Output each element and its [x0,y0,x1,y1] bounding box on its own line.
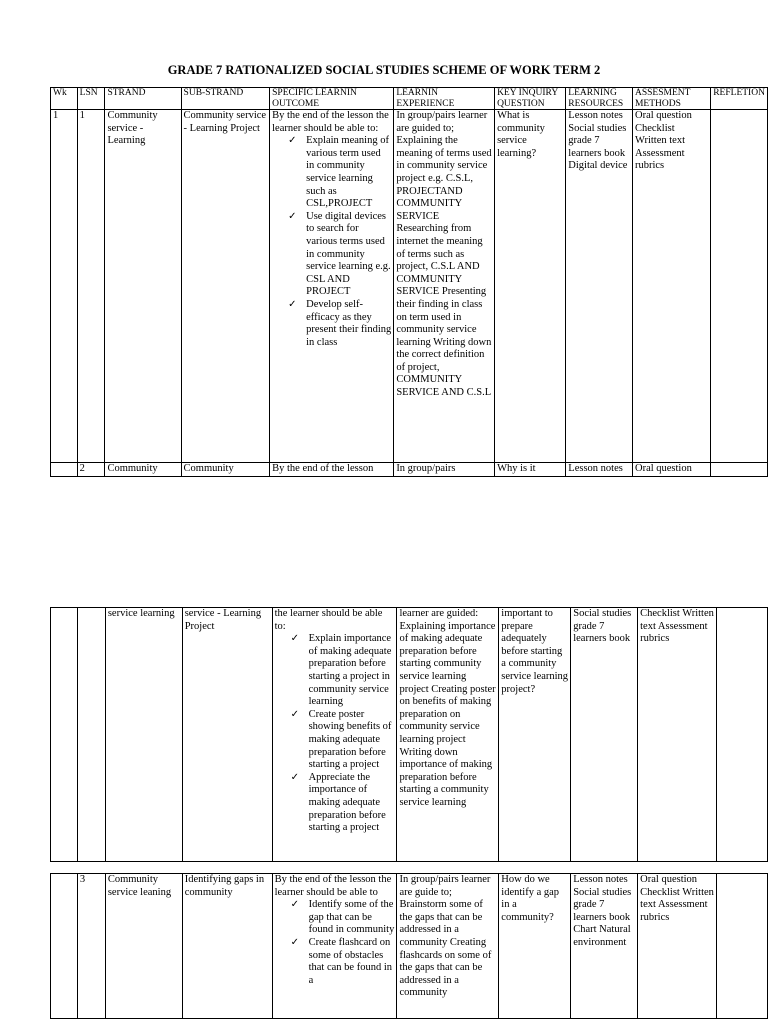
cell-strand: Community service - Learning [105,110,181,463]
header-reflection: REFLETION [711,88,768,110]
cell-wk [51,463,78,477]
outcome-item: ✓ Explain importance of making adequate preparation before starting a project in community service learning [291,633,395,709]
cell-substrand: service - Learning Project [182,608,272,862]
document-title: GRADE 7 RATIONALIZED SOCIAL STUDIES SCHEME OF WORK TERM 2 [167,63,601,77]
header-row [51,88,768,110]
cell-outcome: By the end of the lesson [270,463,394,477]
cell-assessment: Oral question Checklist Written text Assessment rubrics [632,110,710,463]
cell-lsn: 1 [77,110,105,463]
cell-reflection [717,608,768,862]
outcome-item: ✓ Develop self-efficacy as they present their finding in class [288,299,391,349]
outcome-intro: the learner should be able to: [274,608,383,632]
cell-experience: In group/pairs learner are guided to; Explaining the meaning of terms used in community service project e.g. C.S.L, PROJECTAND COMMUNITY SERVICE Researching from internet the meaning of terms such as project, C.S.L AND COMMUNITY SERVICE Presenting their finding in class on term used in community service learning Writing down the correct definition of project, COMMUNITY SERVICE AND C.S.L [394,110,495,463]
cell-experience: In group/pairs learner are guide to; Brainstorm some of the gaps that can be addressed in a community Creating flashcards on some of the gaps that can be addressed in a community [397,874,499,1019]
cell-lsn [77,608,105,862]
cell-substrand: Community [181,463,270,477]
header-experience: LEARNIN EXPERIENCE [394,88,495,110]
outcome-list [275,899,395,987]
cell-outcome [270,110,394,463]
header-substrand: SUB-STRAND [181,88,270,110]
outcome-list [275,633,395,835]
header-strand: STRAND [105,88,181,110]
outcome-item: ✓ Appreciate the importance of making adequate preparation before starting a project [291,772,395,835]
cell-wk [51,874,78,1019]
cell-strand: Community [105,463,181,477]
cell-strand: service learning [105,608,182,862]
cell-substrand: Community service - Learning Project [181,110,270,463]
outcome-item: ✓ Create flashcard on some of obstacles that can be found in a [291,937,395,987]
cell-assessment: Oral question Checklist Written text Assessment rubrics [638,874,717,1019]
cell-assessment: Oral question [632,463,710,477]
cell-resources: Social studies grade 7 learners book [571,608,638,862]
cell-inquiry: Why is it [495,463,566,477]
cell-wk [51,608,78,862]
header-inquiry: KEY INQUIRY QUESTION [495,88,566,110]
cell-inquiry: important to prepare adequately before starting a community service learning project? [499,608,571,862]
cell-strand: Community service leaning [105,874,182,1019]
cell-reflection [717,874,768,1019]
cell-experience: learner are guided: Explaining importance of making adequate preparation before starting community service learning project Creating poster on benefits of making preparation on community service learning project Writing down importance of making preparation before starting a community service learning [397,608,499,862]
outcome-item: ✓ Explain meaning of various term used in community service learning such as CSL,PROJECT [288,135,391,211]
cell-assessment: Checklist Written text Assessment rubrics [638,608,717,862]
header-resources: LEARNING RESOURCES [566,88,633,110]
outcome-list [272,135,391,349]
table-row [51,110,768,463]
scheme-table-page-1 [50,87,768,477]
cell-reflection [711,463,768,477]
outcome-intro: By the end of the lesson the learner should be able to [274,874,392,898]
scheme-table-page-2-lesson-3 [50,873,768,1019]
cell-wk: 1 [51,110,78,463]
cell-outcome [272,608,397,862]
outcome-item: ✓ Use digital devices to search for various terms used in community service learning e.g. CSL AND PROJECT [288,211,391,299]
cell-substrand: Identifying gaps in community [182,874,272,1019]
cell-reflection [711,110,768,463]
header-assessment: ASSESMENT METHODS [632,88,710,110]
cell-resources: Lesson notes Social studies grade 7 learners book Digital device [566,110,633,463]
cell-outcome [272,874,397,1019]
table-row [51,608,768,862]
cell-inquiry: What is community service learning? [495,110,566,463]
table-row [51,463,768,477]
cell-experience: In group/pairs [394,463,495,477]
cell-resources: Lesson notes [566,463,633,477]
header-wk: Wk [51,88,78,110]
table-row [51,874,768,1019]
scheme-table-page-2 [50,607,768,862]
header-lsn: LSN [77,88,105,110]
header-outcome: SPECIFIC LEARNIN OUTCOME [270,88,394,110]
cell-inquiry: How do we identify a gap in a community? [499,874,571,1019]
outcome-intro: By the end of the lesson the learner should be able to: [272,110,389,134]
outcome-item: ✓ Create poster showing benefits of making adequate preparation before starting a project [291,709,395,772]
cell-lsn: 3 [77,874,105,1019]
cell-resources: Lesson notes Social studies grade 7 learners book Chart Natural environment [571,874,638,1019]
cell-lsn: 2 [77,463,105,477]
outcome-item: ✓ Identify some of the gap that can be found in community [291,899,395,937]
